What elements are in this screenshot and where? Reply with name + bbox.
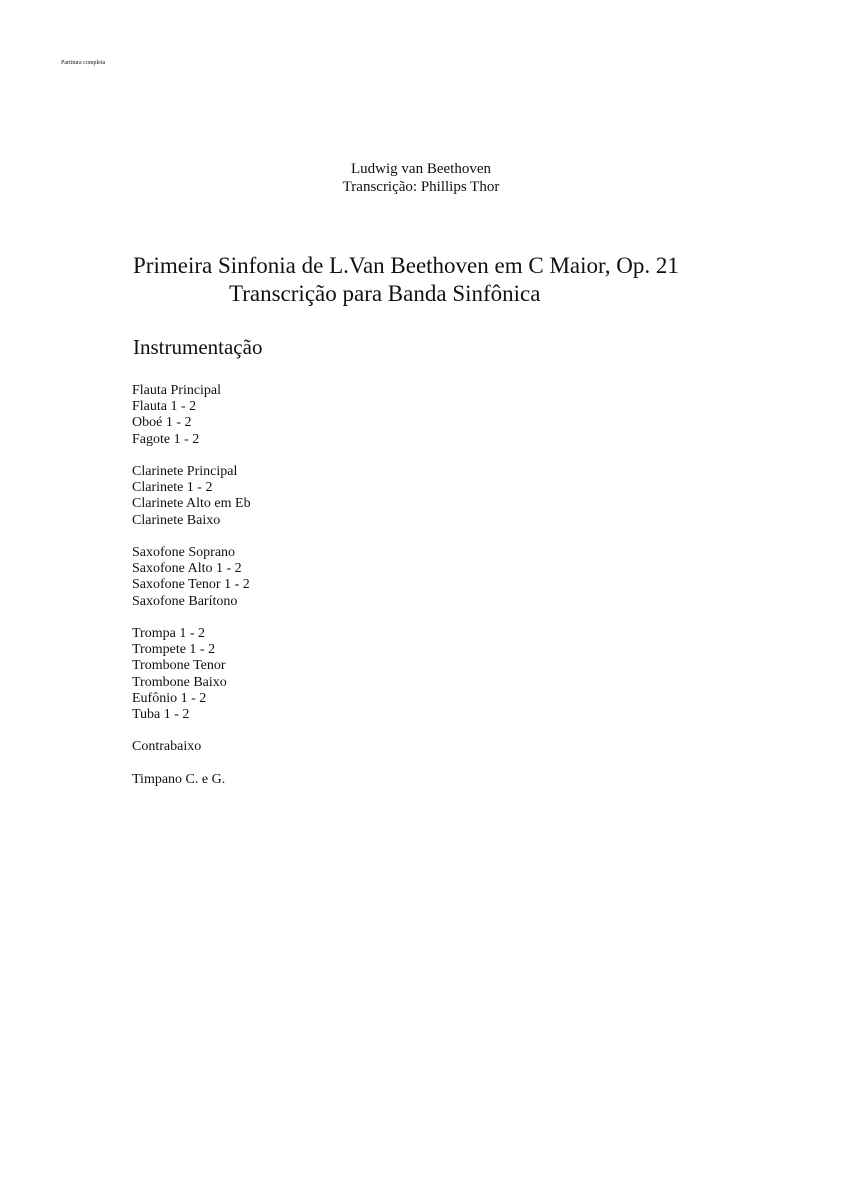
instrument-group	[132, 772, 251, 788]
title-block	[133, 252, 679, 308]
subtitle: Transcrição para Banda Sinfônica	[229, 281, 541, 306]
instrument-list	[132, 383, 251, 804]
instrument-group	[132, 739, 251, 755]
instrument-group	[132, 626, 251, 723]
instrument-group	[132, 383, 251, 448]
instrument-item: Saxofone Barítono	[132, 593, 238, 609]
instrument-item: Tuba 1 - 2	[132, 707, 190, 723]
instrument-item: Fagote 1 - 2	[132, 431, 200, 447]
instrument-item: Saxofone Tenor 1 - 2	[132, 577, 250, 593]
instrument-item: Flauta Principal	[132, 383, 222, 398]
header-label: Partitura completa	[61, 60, 106, 66]
instrument-item: Clarinete Principal	[132, 464, 238, 479]
instrument-item: Contrabaixo	[132, 739, 202, 755]
instrument-group	[132, 545, 251, 610]
instrument-item: Oboé 1 - 2	[132, 415, 192, 431]
instrument-item: Eufônio 1 - 2	[132, 690, 207, 706]
composer-name: Ludwig van Beethoven	[351, 161, 491, 177]
instrument-item: Timpano C. e G.	[132, 771, 226, 787]
instrument-item: Trompa 1 - 2	[132, 626, 205, 641]
instrument-item: Flauta 1 - 2	[132, 399, 197, 415]
instrument-item: Trompete 1 - 2	[132, 642, 216, 658]
instrument-item: Trombone Tenor	[132, 658, 226, 674]
instrument-item: Clarinete Baixo	[132, 512, 221, 528]
instrument-item: Saxofone Alto 1 - 2	[132, 561, 242, 577]
credits	[0, 160, 842, 196]
instrumentation-heading: Instrumentação	[133, 335, 263, 359]
instrument-item: Clarinete 1 - 2	[132, 480, 213, 496]
instrument-group	[132, 464, 251, 529]
instrument-item: Trombone Baixo	[132, 674, 227, 690]
instrument-item: Clarinete Alto em Eb	[132, 496, 251, 512]
instrument-item: Saxofone Soprano	[132, 545, 236, 560]
transcriber-name: Transcrição: Phillips Thor	[342, 179, 500, 195]
main-title: Primeira Sinfonia de L.Van Beethoven em C Maior, Op. 21	[133, 253, 679, 278]
